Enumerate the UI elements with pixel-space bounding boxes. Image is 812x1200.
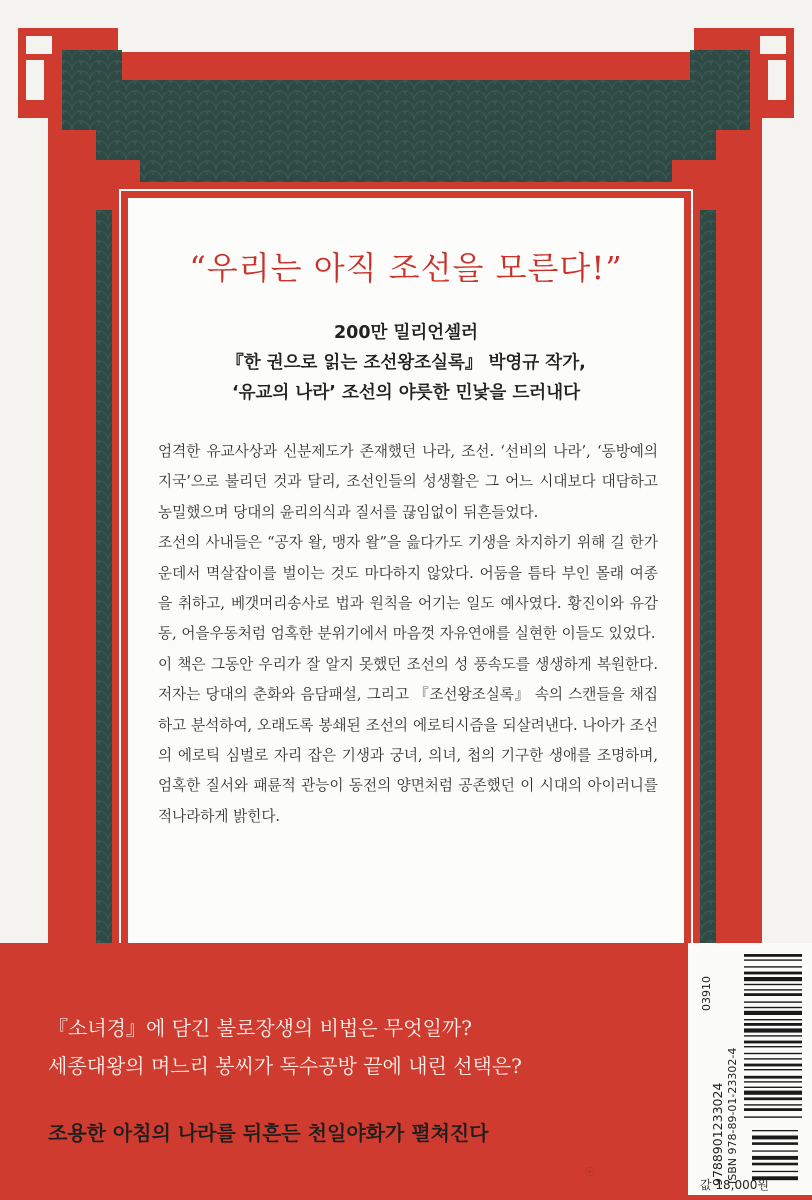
tagline: 조용한 아침의 나라를 뒤흔든 천일야화가 펼쳐진다	[48, 1121, 489, 1145]
barcode-bar	[744, 1104, 802, 1105]
barcode-bar	[744, 989, 802, 990]
barcode-bar	[744, 1041, 802, 1044]
barcode-bar	[744, 1064, 802, 1067]
barcode-addon-bar	[752, 1156, 798, 1160]
barcode-bar	[744, 1053, 802, 1054]
barcode-addon-bar	[752, 1130, 798, 1131]
barcode-bar	[744, 1091, 802, 1095]
barcode-bar	[744, 959, 802, 960]
barcode-bar	[744, 1007, 802, 1008]
stamp-mark: ⓢ	[585, 1168, 595, 1178]
teaser-question: 세종대왕의 며느리 봉씨가 독수공방 끝에 내린 선택은?	[48, 1054, 522, 1078]
barcode-bar	[744, 1023, 802, 1026]
barcode-bar	[744, 977, 802, 981]
description-body	[158, 437, 658, 832]
barcode-digits: 9788901233024	[710, 1082, 725, 1186]
isbn-number: ISBN 978-89-01-23302-4	[726, 1047, 739, 1184]
barcode-addon-bar	[752, 1150, 798, 1151]
intro-line: ‘유교의 나라’ 조선의 야릇한 민낯을 드러내다	[231, 383, 581, 403]
barcode-bar	[744, 1116, 802, 1117]
teaser-question: 『소녀경』에 담긴 불로장생의 비법은 무엇일까?	[48, 1016, 472, 1040]
headline-quote: “우리는 아직 조선을 모른다!”	[189, 249, 623, 287]
barcode-bar	[744, 1019, 802, 1020]
barcode-bar	[744, 1011, 802, 1015]
price-label: 값 18,000원	[700, 1178, 769, 1192]
barcode-bar	[744, 1001, 802, 1002]
intro-line: 『한 권으로 읽는 조선왕조실록』 박영규 작가,	[226, 353, 586, 373]
body-paragraph: 이 책은 그동안 우리가 잘 알지 못했던 조선의 성 풍속도를 생생하게 복원한다. 저자는 당대의 춘화와 음담패설, 그리고 『조선왕조실록』 속의 스캔들을 채집하고 분석하여, 오래도록 봉쇄된 조선의 에로티시즘을 되살려낸다. 나아가 조선의 에로틱 심벌로 자리 잡은 기생과 궁녀, 의녀, 첩의 기구한 생애를 조명하며, 엄혹한 질서와 패륜적 관능이 동전의 양면처럼 공존했던 이 시대의 아이러니를 적나라하게 밝힌다.	[158, 655, 658, 825]
barcode-addon-bar	[752, 1142, 798, 1145]
barcode-bar	[744, 966, 802, 967]
barcode-bar	[744, 993, 802, 996]
isbn-addon: 03910	[700, 976, 713, 1011]
barcode-addon-bar	[752, 1136, 798, 1140]
body-paragraph: 조선의 사내들은 “공자 왈, 맹자 왈”을 읊다가도 기생을 차지하기 위해 길 한가운데서 멱살잡이를 벌이는 것도 마다하지 않았다. 어둠을 틈타 부인 몰래 여종을 취하고, 베갯머리송사로 법과 원칙을 어기는 일도 예사였다. 황진이와 유감동, 어을우동처럼 엄혹한 분위기에서 마음껏 자유연애를 실현한 이들도 있었다.	[158, 534, 658, 643]
body-paragraph: 엄격한 유교사상과 신분제도가 존재했던 나라, 조선. ‘선비의 나라’, ‘동방예의지국’으로 불리던 것과 달리, 조선인들의 성생활은 그 어느 시대보다 대담하고 농밀했으며 당대의 윤리의식과 질서를 끊임없이 뒤흔들었다.	[158, 443, 658, 521]
barcode-bar	[744, 954, 802, 957]
intro-line: 200만 밀리언셀러	[333, 323, 479, 343]
barcode-addon-bar	[752, 1171, 798, 1172]
barcode-bar	[744, 1108, 802, 1111]
barcode-bar	[744, 1035, 802, 1036]
barcode-bar	[744, 1097, 802, 1100]
barcode-bar	[744, 984, 802, 985]
barcode-bar	[744, 1087, 802, 1088]
barcode-bar	[744, 1069, 802, 1070]
intro-block	[128, 318, 684, 408]
barcode-bar	[744, 1046, 802, 1047]
barcode-bar	[744, 972, 802, 975]
barcode-bar	[744, 1081, 802, 1082]
barcode-bar	[744, 1028, 802, 1032]
barcode-bar	[744, 1076, 802, 1079]
barcode-bar	[744, 1058, 802, 1059]
barcode-addon-bar	[752, 1163, 798, 1166]
